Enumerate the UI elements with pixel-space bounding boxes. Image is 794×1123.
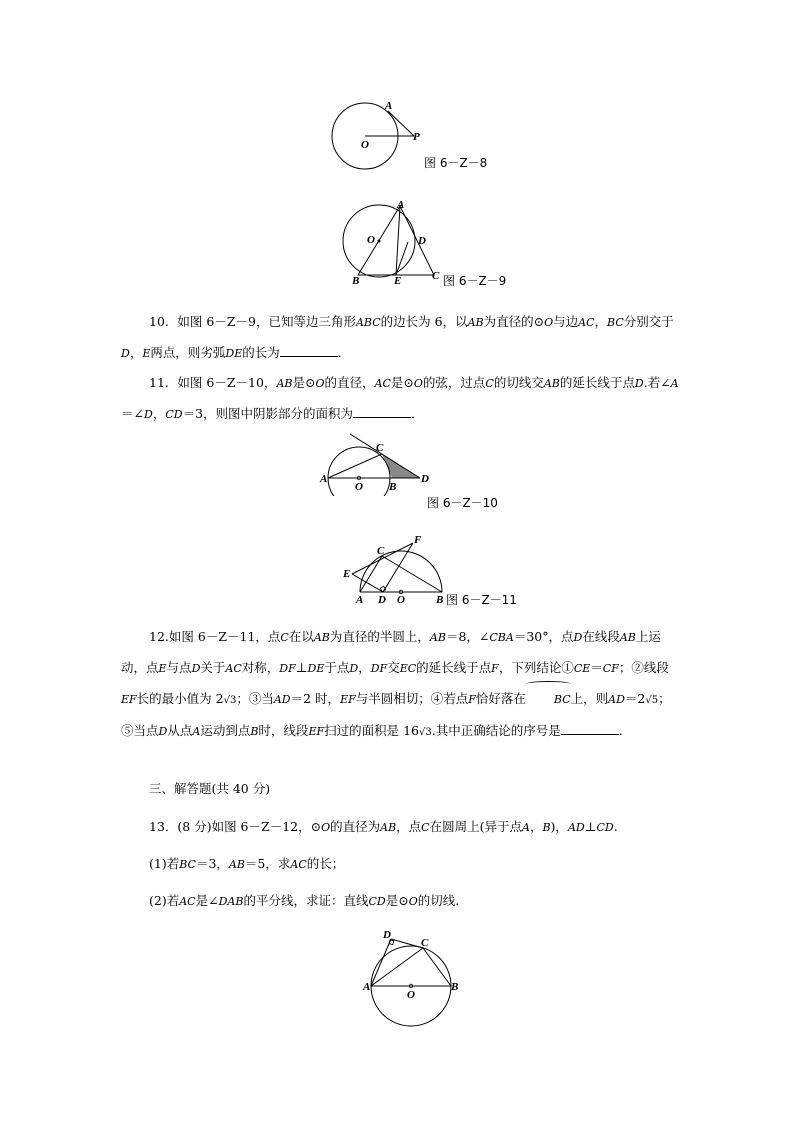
label-a: A: [385, 100, 393, 112]
label-c: C: [421, 937, 429, 949]
label-b: B: [451, 981, 459, 993]
caption-6-z-9: 图 6－Z－9: [443, 274, 507, 288]
label-c: C: [377, 545, 385, 557]
question-12: 12.如图 6－Z－11，点C在以AB为直径的半圆上，AB＝8，∠CBA＝30°，点D在线段AB上运动，点E与点D关于AC对称，DF⊥DE于点D，DF交EC的延长线于点F，下列结论①CE＝CF；②线段EF长的最小值为 2√3；③当AD＝2 时，EF与半圆相切；④若点F恰好落在 BC上，则AD＝2√5；⑤当点D从点A运动到点B时，线段EF扫过的面积是 16√3.其中正确结论的序号是 ．: [121, 629, 671, 738]
label-e: E: [394, 275, 402, 287]
question-13-part-1: (1)若BC＝3，AB＝5，求AC的长；: [149, 856, 345, 871]
figure-6-z-9: [336, 196, 448, 288]
answer-blank[interactable]: [353, 405, 411, 418]
label-o: O: [407, 989, 415, 1001]
question-10: 10．如图 6－Z－9，已知等边三角形ABC的边长为 6，以AB为直径的⊙O与边AC，BC分别交于D，E两点，则劣弧DE的长为 ．: [121, 314, 674, 360]
label-a: A: [363, 981, 371, 993]
label-c: C: [376, 442, 384, 454]
figure-6-z-11: [340, 532, 452, 608]
label-b: B: [436, 594, 444, 606]
label-e: E: [343, 568, 351, 580]
label-d: D: [378, 594, 386, 606]
figure-6-z-10: [318, 432, 438, 496]
section-3-title: 三、解答题(共 40 分): [149, 781, 271, 796]
answer-blank[interactable]: [561, 722, 619, 735]
caption-6-z-10: 图 6－Z－10: [427, 496, 498, 510]
question-13: 13．(8 分)如图 6－Z－12，⊙O的直径为AB，点C在圆周上(异于点A，B)，AD⊥CD.: [149, 819, 618, 834]
answer-blank[interactable]: [280, 344, 338, 357]
label-o: O: [397, 594, 405, 606]
caption-6-z-11: 图 6－Z－11: [446, 593, 517, 607]
label-c: C: [432, 270, 440, 282]
figure-6-z-8: [325, 96, 425, 176]
label-a: A: [320, 473, 328, 485]
label-b: B: [352, 275, 360, 287]
question-11: 11．如图 6－Z－10，AB是⊙O的直径，AC是⊙O的弦，过点C的切线交AB的延长线于点D.若∠A＝∠D，CD＝3，则图中阴影部分的面积为 ．: [121, 375, 679, 421]
label-o: O: [367, 234, 375, 246]
question-13-part-2: (2)若AC是∠DAB的平分线，求证：直线CD是⊙O的切线.: [149, 893, 460, 908]
figure-6-z-12: [360, 926, 464, 1030]
label-b: B: [389, 481, 397, 493]
label-o: O: [355, 481, 363, 493]
label-o: O: [361, 139, 369, 151]
label-d: D: [421, 473, 429, 485]
label-a: A: [397, 199, 405, 211]
label-a: A: [356, 594, 364, 606]
label-d: D: [418, 235, 426, 247]
caption-6-z-8: 图 6－Z－8: [424, 156, 488, 170]
label-d: D: [383, 929, 391, 941]
label-p: P: [413, 131, 420, 143]
label-f: F: [414, 534, 422, 546]
